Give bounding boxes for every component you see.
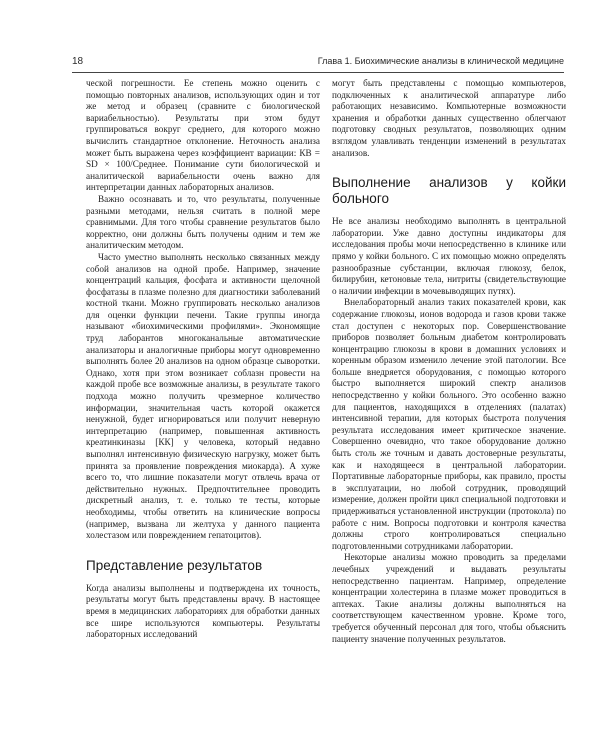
left-column <box>86 78 320 641</box>
paragraph: Важно осознавать и то, что результаты, полученные разными методами, нельзя считать в полной мере сравнимыми. Для того чтобы сравнение результатов было корректно, они должны быть получены одним и тем же аналитическим методом. <box>86 193 320 251</box>
paragraph: Когда анализы выполнены и подтверждена их точность, результаты могут быть представлены врачу. В настоящее время в медицинских лабораториях для обработки данных все шире используются компьютеры. Результаты лабораторных исследований <box>86 582 320 640</box>
header-rule <box>72 72 564 73</box>
section-heading: Выполнение анализов у койки больного <box>332 175 566 207</box>
paragraph: Некоторые анализы можно проводить за пределами лечебных учреждений и выдавать результаты непосредственно пациентам. Например, определение концентрации холестерина в плазме может проводиться в аптеках. Такие анализы должны выполняться на соответствующем качественном уровне. Кроме того, требуется обученный персонал для того, чтобы объяснить пациенту значение полученных результатов. <box>332 552 566 644</box>
paragraph: Часто уместно выполнять несколько связанных между собой анализов на одной пробе. Например, значение концентраций кальция, фосфата и активности щелочной фосфатазы в плазме полезно для диагностики заболеваний костной ткани. Можно группировать несколько анализов для оценки функции печени. Такие группы иногда называют «биохимическими профилями». Экономящие труд лаборантов многоканальные автоматические анализаторы и аналогичные приборы могут одновременно выполнять более 20 анализов на одном образце сыворотки. Однако, хотя при этом возникает соблазн провести на каждой пробе все возможные анализы, в результате такого подхода можно получить чрезмерное количество информации, значительная часть которой окажется ненужной, будет игнорироваться или получит неверную интерпретацию (например, повышенная активность креатинкиназы [КК] у человека, который недавно выполнял интенсивную физическую нагрузку, может быть принята за проявление повреждения миокарда). А хуже всего то, что лишние показатели могут отвлечь врача от действительно нужных. Предпочтительнее проводить дискретный анализ, т. е. только те тесты, которые необходимы, чтобы ответить на клинические вопросы (например, вызвана ли желтуха у данного пациента холестазом или повреждением гепатоцитов). <box>86 251 320 541</box>
right-column <box>332 78 566 645</box>
chapter-title: Глава 1. Биохимические анализы в клинической медицине <box>317 56 564 66</box>
page-number: 18 <box>72 56 84 67</box>
paragraph: могут быть представлены с помощью компьютеров, подключенных к аналитической аппаратуре либо работающих независимо. Компьютерные возможности хранения и обработки данных существенно облегчают подготовку сводных результатов, позволяющих одним взглядом улавливать тенденции изменений в результатах анализов. <box>332 78 566 158</box>
running-header <box>72 56 564 70</box>
paragraph: Внелабораторный анализ таких показателей крови, как содержание глюкозы, ионов водорода и газов крови также стал доступен с некоторых пор. Совершенствование приборов позволяет больным диабетом контролировать концентрацию глюкозы в крови в домашних условиях и коренным образом изменило лечение этой патологии. Все больше внедряется оборудования, с помощью которого быстро выполняется широкий спектр анализов непосредственно у койки больного. Это особенно важно для пациентов, находящихся в отделениях (палатах) интенсивной терапии, для которых быстрота получения результата исследования имеет критическое значение. Совершенно очевидно, что такое оборудование должно быть столь же точным и давать достоверные результаты, как и находящееся в центральной лаборатории. Портативные лабораторные приборы, как правило, просты в эксплуатации, но любой сотрудник, проводящий измерение, должен пройти цикл специальной подготовки и придерживаться установленной инструкции (протокола) по работе с ним. Вопросы подготовки и контроля качества должны строго контролироваться специально подготовленными сотрудниками лаборатории. <box>332 297 566 551</box>
paragraph: ческой погрешности. Ее степень можно оценить с помощью повторных анализов, использующих один и тот же метод и образец (сравните с биологической вариабельностью). Результаты при этом будут группироваться вокруг среднего, для которого можно вычислить стандартное отклонение. Неточность анализа может быть выражена через коэффициент вариации: КВ = SD × 100/Среднее. Понимание сути биологической и аналитической вариабельности очень важно для интерпретации данных лабораторных анализов. <box>86 78 320 193</box>
section-heading: Представление результатов <box>86 557 263 573</box>
paragraph: Не все анализы необходимо выполнять в центральной лаборатории. Уже давно доступны индикаторы для исследования пробы мочи непосредственно в клинике или прямо у койки больного. С их помощью можно определять разнообразные субстанции, включая глюкозу, белок, билирубин, кетоновые тела, нитриты (свидетельствующие о наличии инфекции в мочевыводящих путях). <box>332 216 566 296</box>
